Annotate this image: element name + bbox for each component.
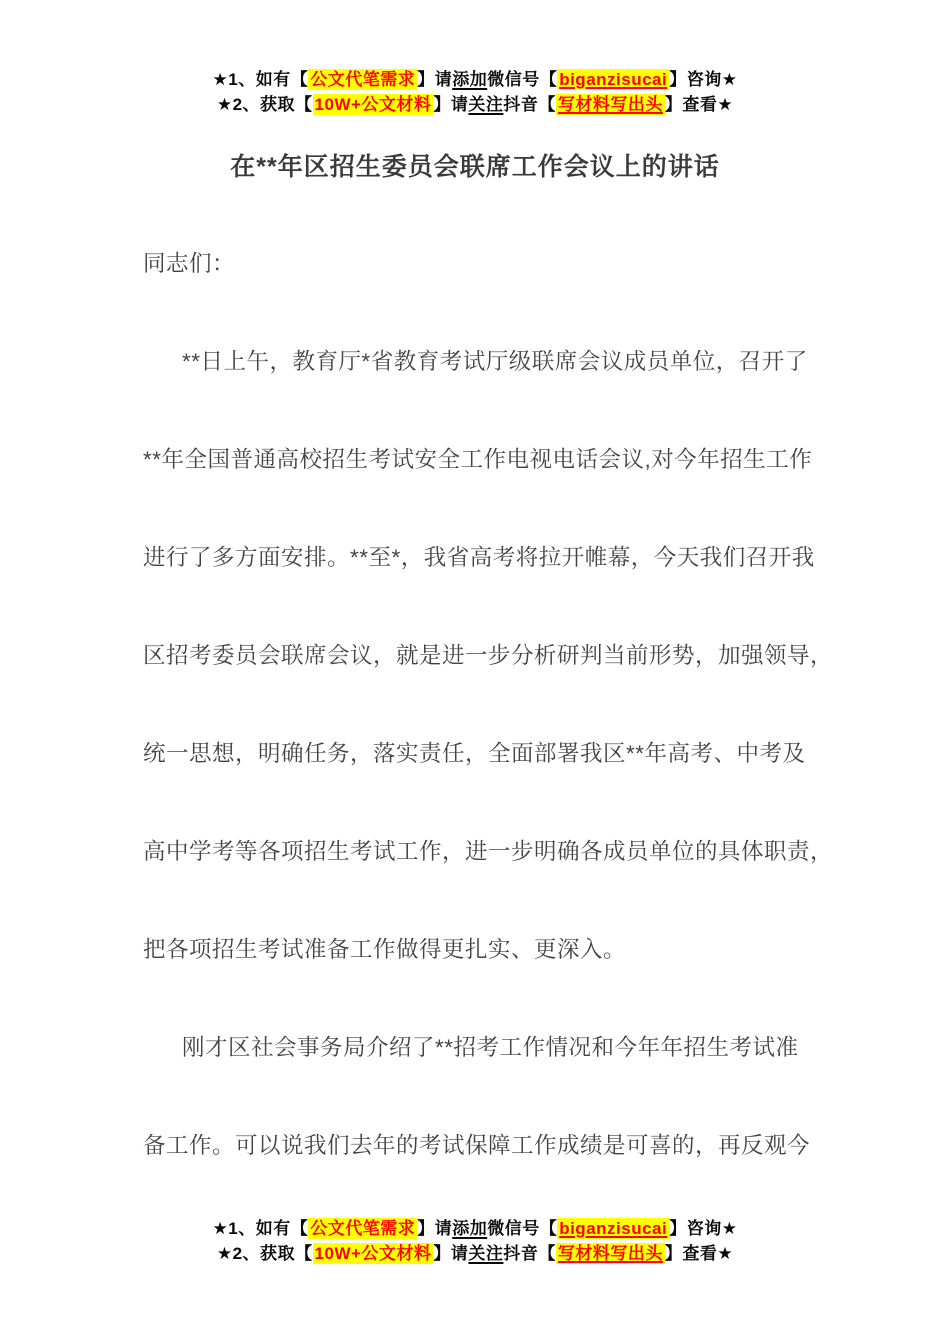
promo-text-plain: 】请 bbox=[433, 1244, 469, 1263]
promo-footer-line-1 bbox=[0, 1216, 950, 1241]
promo-text-plain: 】查看★ bbox=[664, 95, 734, 114]
document-line: 把各项招生考试准备工作做得更扎实、更深入。 bbox=[143, 937, 627, 962]
promo-footer bbox=[0, 1216, 950, 1266]
promo-text-underlined: 关注 bbox=[468, 1244, 504, 1263]
promo-text-underlined: 添加 bbox=[452, 1219, 488, 1238]
promo-text-plain: 】请 bbox=[417, 1219, 453, 1238]
promo-header bbox=[0, 67, 950, 117]
promo-text-underlined: 添加 bbox=[452, 70, 488, 89]
document-line: 高中学考等各项招生考试工作，进一步明确各成员单位的具体职责， bbox=[143, 839, 834, 864]
promo-text-red-highlight: 10W+公文材料 bbox=[314, 95, 432, 114]
promo-text-plain: 】咨询★ bbox=[669, 70, 738, 89]
document-line: 区招考委员会联席会议，就是进一步分析研判当前形势，加强领导， bbox=[143, 643, 834, 668]
promo-text-red-highlight-underlined: 写材料写出头 bbox=[557, 95, 663, 114]
promo-text-plain: ★2、获取【 bbox=[216, 1244, 313, 1263]
document-line: 进行了多方面安排。**至*，我省高考将拉开帷幕，今天我们召开我 bbox=[143, 545, 815, 570]
promo-header-line-1 bbox=[0, 67, 950, 92]
promo-text-plain: 】请 bbox=[433, 95, 469, 114]
promo-text-plain: 】咨询★ bbox=[669, 1219, 738, 1238]
document-line: 统一思想，明确任务，落实责任，全面部署我区**年高考、中考及 bbox=[143, 741, 806, 766]
document-line: **日上午，教育厅*省教育考试厅级联席会议成员单位，召开了 bbox=[182, 349, 808, 374]
promo-text-plain: ★2、获取【 bbox=[216, 95, 313, 114]
promo-header-line-2 bbox=[0, 92, 950, 117]
promo-text-plain: ★1、如有【 bbox=[212, 70, 309, 89]
promo-text-plain: ★1、如有【 bbox=[212, 1219, 309, 1238]
promo-text-plain: 抖音【 bbox=[503, 95, 556, 114]
document-line: 备工作。可以说我们去年的考试保障工作成绩是可喜的，再反观今 bbox=[143, 1133, 811, 1158]
promo-text-underlined: 关注 bbox=[468, 95, 504, 114]
promo-text-red-highlight-underlined: biganzisucai bbox=[559, 70, 668, 89]
promo-text-red-highlight-underlined: biganzisucai bbox=[559, 1219, 668, 1238]
document-title: 在**年区招生委员会联席工作会议上的讲话 bbox=[230, 153, 720, 181]
promo-text-plain: 】请 bbox=[417, 70, 453, 89]
promo-text-plain: 微信号【 bbox=[487, 70, 558, 89]
promo-footer-line-2 bbox=[0, 1241, 950, 1266]
document-line: **年全国普通高校招生考试安全工作电视电话会议,对今年招生工作 bbox=[143, 447, 813, 472]
promo-text-red-highlight: 公文代笔需求 bbox=[310, 1219, 416, 1238]
promo-text-red-highlight-underlined: 写材料写出头 bbox=[557, 1244, 663, 1263]
promo-text-plain: 抖音【 bbox=[503, 1244, 556, 1263]
promo-text-red-highlight: 10W+公文材料 bbox=[314, 1244, 432, 1263]
promo-text-plain: 微信号【 bbox=[487, 1219, 558, 1238]
document-body bbox=[143, 215, 834, 1195]
document-line: 刚才区社会事务局介绍了**招考工作情况和今年年招生考试准 bbox=[182, 1035, 799, 1060]
document-line: 同志们： bbox=[143, 251, 236, 276]
promo-text-red-highlight: 公文代笔需求 bbox=[310, 70, 416, 89]
promo-text-plain: 】查看★ bbox=[664, 1244, 734, 1263]
